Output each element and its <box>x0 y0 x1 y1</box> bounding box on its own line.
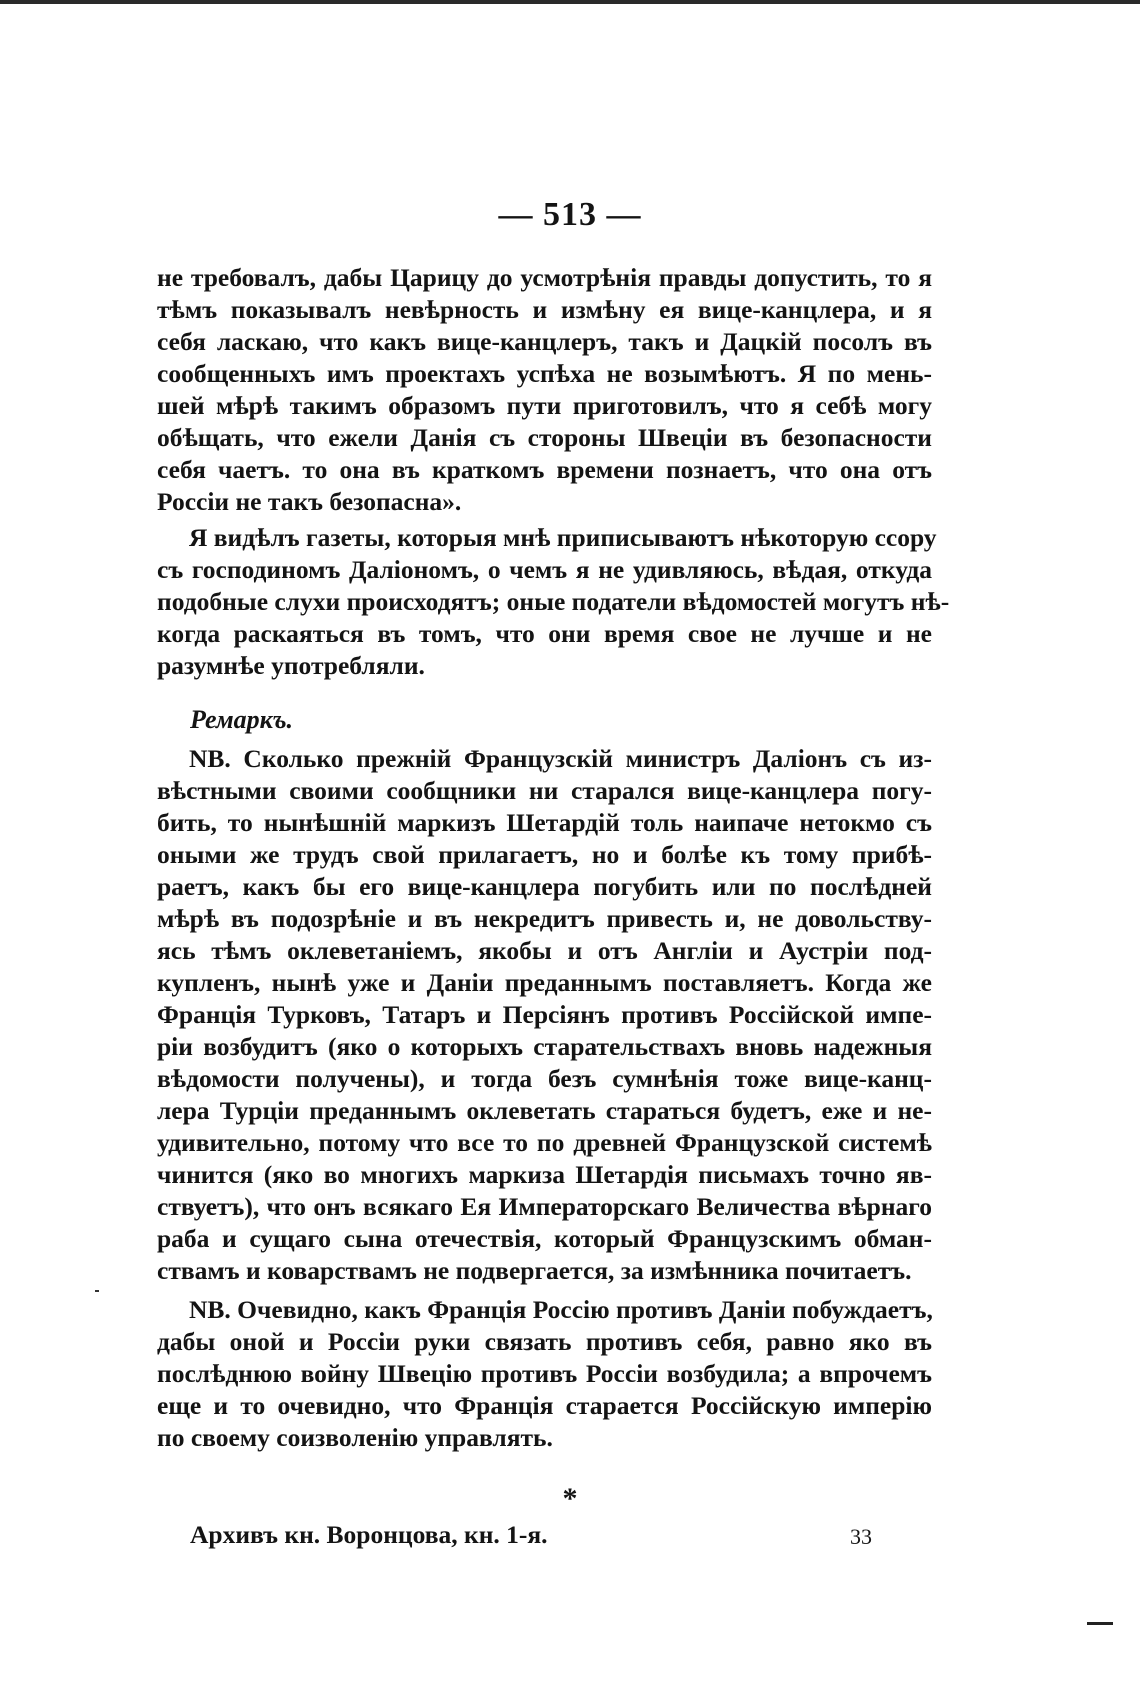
paragraph-3 <box>157 743 932 1287</box>
text-line: ствуетъ), что онъ всякаго Ея Императорскаго Величества вѣрнаго <box>157 1192 932 1221</box>
text-line: еще и то очевидно, что Франція старается Россійскую имперію <box>157 1391 932 1420</box>
text-line: подобные слухи происходятъ; оные податели вѣдомостей могутъ нѣ- <box>157 587 950 616</box>
footer-source: Архивъ кн. Воронцова, кн. 1-я. <box>190 1520 548 1549</box>
section-asterisk: * <box>562 1482 578 1515</box>
text-line: шей мѣрѣ такимъ образомъ пути приготовилъ, что я себѣ могу <box>157 391 932 420</box>
text-line: мѣрѣ въ подозрѣніе и въ некредитъ привесть и, не довольству- <box>157 904 932 933</box>
margin-speck <box>95 1290 99 1292</box>
text-line: сообщенныхъ имъ проектахъ успѣха не возымѣютъ. Я по мень- <box>157 359 932 388</box>
text-line: оными же трудъ свой прилагаетъ, но и болѣе къ тому прибѣ- <box>157 840 932 869</box>
text-line: съ господиномъ Даліономъ, о чемъ я не удивляюсь, вѣдая, откуда <box>157 555 932 584</box>
text-line: NB. Сколько прежній Французскій министръ Даліонъ съ из- <box>189 744 932 773</box>
text-line: послѣднюю войну Швецію противъ Россіи возбудила; а впрочемъ <box>157 1359 932 1388</box>
text-line: NB. Очевидно, какъ Франція Россію противъ Даніи побуждаетъ, <box>189 1295 933 1324</box>
paragraph-1 <box>157 262 932 518</box>
paragraph-2 <box>157 522 950 682</box>
paragraph-4 <box>157 1294 932 1454</box>
margin-dash-mark <box>1087 1622 1113 1625</box>
footer-signature-mark: 33 <box>850 1524 872 1549</box>
text-line: вѣдомости получены), и тогда безъ сумнѣнія тоже вице-канц- <box>157 1064 932 1093</box>
text-line: Россіи не такъ безопасна». <box>157 487 462 516</box>
text-line: раетъ, какъ бы его вице-канцлера погубить или по послѣдней <box>157 872 932 901</box>
page-number: — 513 — <box>498 196 642 233</box>
text-line: купленъ, нынѣ уже и Даніи преданнымъ поставляетъ. Когда же <box>157 968 932 997</box>
text-line: ріи возбудитъ (яко о которыхъ старательствахъ вновь надежныя <box>157 1032 932 1061</box>
text-line: раба и сущаго сына отечествія, который Французскимъ обман- <box>157 1224 932 1253</box>
text-line: по своему соизволенію управлять. <box>157 1423 553 1452</box>
text-line: тѣмъ показывалъ невѣрность и измѣну ея вице-канцлера, и я <box>157 295 932 324</box>
text-line: лера Турціи преданнымъ оклеветать стараться будетъ, еже и не- <box>157 1096 932 1125</box>
text-line: Франція Турковъ, Татаръ и Персіянъ противъ Россійской импе- <box>157 1000 932 1029</box>
text-line: Я видѣлъ газеты, которыя мнѣ приписываютъ нѣкоторую ссору <box>189 523 937 552</box>
text-line: бить, то нынѣшній маркизъ Шетардій толь наипаче нетокмо съ <box>157 808 932 837</box>
text-line: себя ласкаю, что какъ вице-канцлеръ, такъ и Дацкій посолъ въ <box>157 327 932 356</box>
text-line: удивительно, потому что все то по древней Французской системѣ <box>157 1128 932 1157</box>
top-edge-rule <box>0 0 1140 4</box>
text-line: ствамъ и коварствамъ не подвергается, за измѣнника почитаетъ. <box>157 1256 912 1285</box>
text-line: ясь тѣмъ оклеветаніемъ, якобы и отъ Англіи и Аустріи под- <box>157 936 932 965</box>
section-heading: Ремаркъ. <box>190 705 294 734</box>
text-line: себя чаетъ. то она въ краткомъ времени познаетъ, что она отъ <box>157 455 932 484</box>
text-line: дабы оной и Россіи руки связать противъ себя, равно яко въ <box>157 1327 932 1356</box>
text-line: вѣстными своими сообщники ни старался вице-канцлера погу- <box>157 776 932 805</box>
text-line: не требовалъ, дабы Царицу до усмотрѣнія правды допустить, то я <box>157 263 932 292</box>
text-line: разумнѣе употребляли. <box>157 651 425 680</box>
text-line: когда раскаяться въ томъ, что они время свое не лучше и не <box>157 619 932 648</box>
text-line: чинится (яко во многихъ маркиза Шетардія письмахъ точно яв- <box>157 1160 932 1189</box>
text-line: обѣщать, что ежели Данія съ стороны Швеціи въ безопасности <box>157 423 932 452</box>
